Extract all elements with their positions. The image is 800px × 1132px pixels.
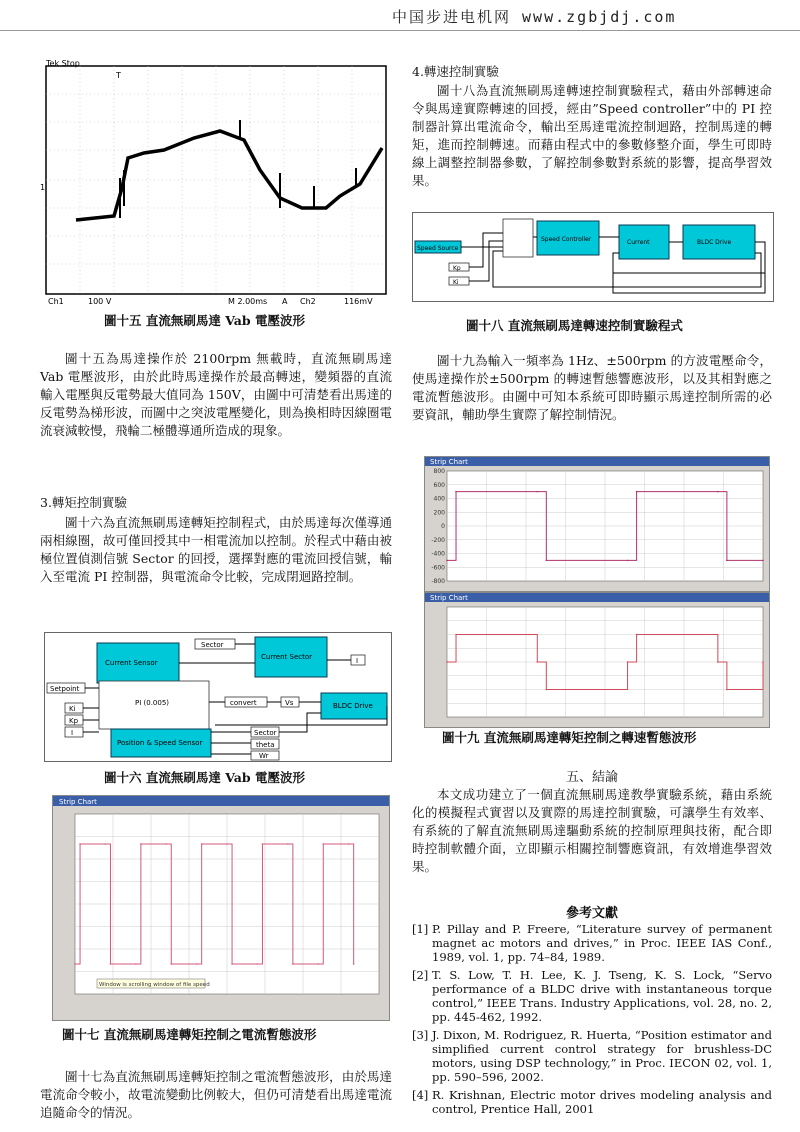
fig19-top-svg	[425, 457, 769, 591]
fig15-status-a: A	[282, 297, 288, 306]
fig16-label-kp: Kp	[69, 717, 79, 725]
paragraph-fig17: 圖十七為直流無刷馬達轉矩控制之電流暫態波形，由於馬達電流命令較小，故電流變動比例較大，但仍可清楚看出馬達電流追隨命令的情況。	[40, 1069, 392, 1120]
header-text: 中国步进电机网 www.zgbjdj.com	[392, 8, 677, 26]
fig16-label-setpoint: Setpoint	[50, 685, 80, 693]
series-point	[717, 491, 719, 493]
series-point	[105, 843, 107, 845]
y-tick-label: 400	[433, 495, 445, 503]
fig18-label-speed-source: Speed Source	[417, 245, 459, 252]
paragraph-conclusion: 本文成功建立了一個直流無刷馬達教學實驗系統，藉由系統化的模擬程式實習以及實際的馬達控制實驗，可讓學生有效率、有系統的了解直流無刷馬達驅動系統的控制原理與技術，配合即時控制軟體介面，立即顯示相關控制響應資訊，有效增進學習效果。	[412, 787, 772, 874]
paragraph-fig16: 圖十六為直流無刷馬達轉矩控制程式，由於馬達每次僅導通兩相線圈，故可僅回授其中一相電流加以控制。於程式中藉由被極位置偵測信號 Sector 的回授，選擇對應的電流回授信號，輸入至電流 PI 控制器，與電流命令比較，完成閉迴路控制。	[40, 515, 392, 584]
y-tick-label: -200	[431, 536, 445, 544]
series-point	[455, 634, 457, 636]
fig15-status-volts: 100 V	[88, 297, 112, 306]
fig19-bottom-title: Strip Chart	[430, 594, 468, 602]
fig15-caption: 圖十五 直流無刷馬達 Vab 電壓波形	[104, 313, 305, 328]
fig18-label-speed-ctrl: Speed Controller	[541, 236, 592, 243]
fig18-label-kp: Kp	[453, 265, 461, 272]
y-tick-label: -400	[431, 550, 445, 558]
series-point	[317, 963, 319, 965]
series-point	[717, 661, 719, 663]
series-point	[165, 843, 167, 845]
series-point	[627, 560, 629, 562]
series-point	[455, 491, 457, 493]
fig17-window	[52, 795, 390, 1021]
series-point	[322, 843, 324, 845]
series-point	[546, 560, 548, 562]
fig19-top-titlebar	[425, 457, 769, 466]
series-point	[762, 560, 764, 562]
fig17-title: Strip Chart	[59, 798, 97, 806]
section-5-title: 五、結論	[565, 770, 618, 785]
fig15-top-label: Tek Stop	[46, 59, 80, 68]
reference-item	[412, 1028, 772, 1084]
reference-item	[412, 968, 772, 1024]
fig18-caption: 圖十八 直流無刷馬達轉速控制實驗程式	[466, 318, 683, 333]
fig16-label-position: Position & Speed Sensor	[117, 739, 203, 747]
fig16-label-sector-top: Sector	[201, 641, 224, 649]
reference-text: P. Pillay and P. Freere, “Literature survey of permanent magnet ac motors and drives,” in Proc. IEEE IAS Conf., 1989, vol. 1, pp. 74–84, 1989.	[432, 922, 772, 964]
reference-item	[412, 1088, 772, 1116]
fig18-svg	[413, 213, 773, 301]
series-point	[446, 661, 448, 663]
fig16-diagram	[44, 632, 392, 762]
fig18-block-mux	[503, 219, 533, 257]
fig19-bottom-svg	[425, 593, 769, 727]
paragraph-fig18: 圖十八為直流無刷馬達轉速控制實驗程式，藉由外部轉速命令與馬達實際轉速的回授，經由”Speed controller”中的 PI 控制器計算出電流命令，輸出至馬達電流控制迴路，控制馬達的轉矩，進而控制轉速。而藉由程式中的參數修整介面，學生可即時線上調整控制器參數，了解控制參數對系統的影響，提高學習效果。	[412, 83, 772, 188]
fig18-label-current-ctrl: Current	[627, 239, 650, 246]
fig16-label-convert: convert	[230, 699, 257, 707]
fig16-block-i-small	[65, 727, 83, 737]
reference-item	[412, 922, 772, 964]
series-point	[546, 689, 548, 691]
fig16-label-bldc: BLDC Drive	[333, 702, 373, 710]
reference-list	[412, 922, 772, 1120]
fig16-label-pi: PI (0.005)	[135, 699, 170, 707]
fig16-label-current-sector: Current Sector	[261, 653, 313, 661]
fig15-status-time: M 2.00ms	[228, 297, 268, 306]
series-point	[196, 963, 198, 965]
series-point	[201, 843, 203, 845]
y-tick-label: -800	[431, 578, 445, 585]
y-tick-label: 0	[441, 523, 445, 530]
series-point	[726, 689, 728, 691]
fig16-label-theta: theta	[256, 741, 275, 749]
fig19-bottom-window	[424, 592, 770, 728]
fig16-label-sector: Sector	[254, 729, 277, 737]
fig18-label-ki: Ki	[453, 279, 459, 286]
fig16-label-current-sensor: Current Sensor	[105, 659, 158, 667]
page-header	[0, 0, 800, 34]
fig16-label-i-small: I	[71, 729, 74, 737]
series-point	[636, 491, 638, 493]
fig19-caption: 圖十九 直流無刷馬達轉矩控制之轉速暫態波形	[442, 730, 697, 745]
fig15-marker-t: T	[116, 71, 121, 80]
fig15-plot	[40, 58, 388, 306]
series-point	[226, 843, 228, 845]
fig16-label-vs: Vs	[285, 699, 294, 707]
fig17-svg	[53, 796, 389, 1020]
reference-number: [1]	[412, 922, 429, 936]
fig19-top-title: Strip Chart	[430, 458, 468, 466]
fig17-caption: 圖十七 直流無刷馬達轉矩控制之電流暫態波形	[62, 1027, 317, 1042]
fig15-status-ch2: Ch2	[300, 297, 316, 306]
fig15-status-ch1: Ch1	[48, 297, 64, 306]
fig16-label-ki: Ki	[69, 705, 76, 713]
section-3-title: 3.轉矩控制實驗	[40, 495, 127, 510]
fig16-label-i-out: I	[356, 657, 359, 665]
fig18-diagram	[412, 212, 774, 302]
series-point	[627, 661, 629, 663]
series-point	[446, 560, 448, 562]
fig19-bottom-titlebar	[425, 593, 769, 602]
fig16-caption: 圖十六 直流無刷馬達 Vab 電壓波形	[104, 770, 305, 785]
reference-text: J. Dixon, M. Rodriguez, R. Huerta, “Position estimator and simplified current control strategy for brushless-DC motors, using DSP technology,” in Proc. IECON 02, vol. 1, pp. 590–596, 2002.	[432, 1028, 772, 1084]
fig15-status-mv: 116mV	[344, 297, 373, 306]
series-point	[262, 843, 264, 845]
fig15-oscilloscope	[40, 58, 388, 306]
series-point	[257, 963, 259, 965]
fig17-titlebar	[53, 796, 389, 806]
paragraph-fig15: 圖十五為馬達操作於 2100rpm 無載時，直流無刷馬達 Vab 電壓波形，由於此時馬達操作於最高轉速，變頻器的直流輸入電壓與反電勢最大值同為 150V，由圖中可清楚看出馬達的反電勢為梯形波，而圖中之突波電壓變化，則為換相時因線圈電流衰減較慢，飛輪二極體導通所造成的現象。	[40, 351, 392, 438]
fig16-label-wr: Wr	[259, 752, 269, 760]
header-rule	[0, 30, 800, 31]
series-point	[536, 661, 538, 663]
series-point	[74, 963, 76, 965]
series-point	[353, 963, 355, 965]
references-title: 參考文獻	[565, 906, 618, 921]
y-tick-label: 200	[433, 509, 445, 517]
fig19-top-window	[424, 456, 770, 592]
series-point	[636, 634, 638, 636]
reference-number: [4]	[412, 1088, 429, 1102]
series-point	[135, 963, 137, 965]
series-point	[348, 843, 350, 845]
y-tick-label: 600	[433, 481, 445, 489]
series-point	[287, 843, 289, 845]
series-point	[726, 560, 728, 562]
fig16-svg	[45, 633, 391, 761]
y-tick-label: 800	[433, 468, 445, 475]
series-point	[110, 963, 112, 965]
fig15-status-bar	[48, 297, 373, 306]
fig19-top-ticks	[431, 468, 445, 585]
fig18-block-ki	[449, 277, 469, 285]
y-tick-label: -600	[431, 564, 445, 572]
reference-text: R. Krishnan, Electric motor drives modeling analysis and control, Prentice Hall, 2001	[432, 1088, 772, 1116]
reference-number: [3]	[412, 1028, 429, 1042]
reference-text: T. S. Low, T. H. Lee, K. J. Tseng, K. S. Lock, “Servo performance of a BLDC drive with instantaneous torque control,” IEEE Trans. Industry Applications, vol. 28, no. 2, pp. 445-462, 1992.	[432, 968, 772, 1024]
series-point	[79, 843, 81, 845]
series-point	[762, 661, 764, 663]
series-point	[231, 963, 233, 965]
reference-number: [2]	[412, 968, 429, 982]
series-point	[292, 963, 294, 965]
series-point	[170, 963, 172, 965]
fig18-label-bldc: BLDC Drive	[697, 239, 732, 246]
fig15-marker-1: 1	[40, 183, 46, 192]
paragraph-fig19: 圖十九為輸入一頻率為 1Hz、±500rpm 的方波電壓命令，使馬達操作於±500rpm 的轉速暫態響應波形，以及其相對應之電流暫態波形。由圖中可知本系統可即時顯示馬達控制所需的必要資訊，輔助學生實際了解控制情況。	[412, 353, 772, 422]
section-4-title: 4.轉速控制實驗	[412, 64, 499, 79]
fig17-tooltip: Window is scrolling window of file speed	[99, 982, 210, 988]
series-point	[536, 491, 538, 493]
series-point	[140, 843, 142, 845]
